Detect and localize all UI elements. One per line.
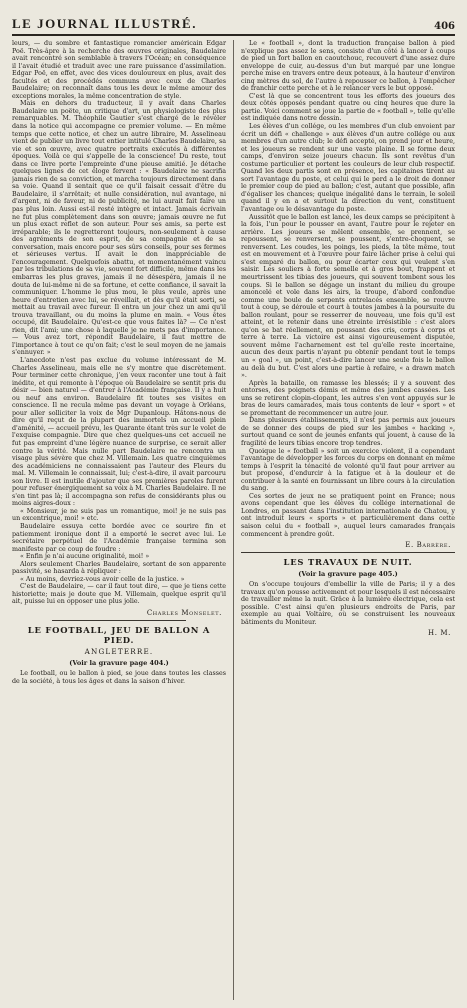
article-paragraph: « Au moins, devriez-vous avoir celle de la justice. » <box>20 575 185 583</box>
article-paragraph: L'anecdote n'est pas exclue du volume intéressant de M. Charles Asselineau, mais elle ne s'y montre que discrètement. Pour terminer cette chronique, j'en veux raconter une tout à fait inédite, et qui remonte à l'époque où Baudelaire se sentit pris du désir — bien naturel — d'entrer à l'Académie française. Il y a huit ou neuf ans environ. Baudelaire fit toutes ses visites en conscience. Il ne recula même pas devant un voyage à Orléans, pour aller solliciter la voix de Mgr Dupanloup. Hâtons-nous de dire qu'il reçut de la plupart des immortels un accueil plein d'aménité, — accueil prévu, les Quarante étant très sur le volet de l'exquise compagnie. Dire que chez quelques-uns cet accueil ne fut pas empreint d'une légère nuance de surprise, ce serait aller contre la vérité. Mais nulle part Baudelaire ne rencontra un visage plus sévère que chez M. Villemain. Les quatre cinquièmes des académiciens ne connaissaient pas l'auteur des Fleurs du mal. M. Villemain le connaissait, lui; c'est-à-dire, il avait parcouru son livre. Il est inutile d'ajouter que ses premières paroles furent pour refuser énergiquement sa voix à M. Charles Baudelaire. Il ne s'en tint pas là; il accompagna son refus de considérants plus ou moins aigres-doux : <box>12 356 226 508</box>
masthead <box>12 6 455 36</box>
article-columns <box>12 40 455 1000</box>
article-paragraph: Le football, ou le ballon à pied, se joue dans toutes les classes de la société, à tous les âges et dans la saison d'hiver. <box>12 670 226 685</box>
author-signature: H. M. <box>428 629 451 638</box>
journal-title: LE JOURNAL ILLUSTRÉ. <box>12 16 197 31</box>
article-paragraph: Les élèves d'un collége, ou les membres d'un club envoient par écrit un défi « challenge » aux élèves d'un autre collége ou aux membres d'un autre club; le défi accepté, on prend jour et heure, et les joueurs se rendent sur une vaste plaine. Il se forme deux camps, d'environ seize joueurs chacun. Ils sont revêtus d'un costume particulier et portent les couleurs de leur club respectif. Quand les deux partis sont en présence, les capitaines tirent au sort l'avantage du poste, et celui qui le perd a le droit de donner le premier coup de pied au ballon; c'est, autant que possible, afin d'égaliser les chances; quelque inégalité dans le terrain, le soleil quand il y en a et surtout la direction du vent, constituent l'avantage ou le désavantage du poste. <box>241 123 455 214</box>
article-paragraph: Quoique le « football » soit un exercice violent, il a cependant l'avantage de développer les forces du corps en donnant en même temps à l'esprit la ténacité de volonté qu'il faut pour arriver au but proposé, d'endurcir à la fatigue et à la douleur et de contribuer à la santé en fournissant un libre cours à la circulation du sang. <box>241 447 455 493</box>
article-paragraph: Aussitôt que le ballon est lancé, les deux camps se précipitent à la fois, l'un pour le pousser en avant, l'autre pour le rejeter en arrière. Les joueurs se mêlent ensemble, se prennent, se repoussent, se renversent, se poussent, s'entre-choquent, se renversent. Les coudes, les poings, les pieds, la tête même, tout est en mouvement et à l'œuvre pour faire lâcher prise à celui qui s'est emparé du ballon, ou pour écarter ceux qui veulent s'en saisir. Les souliers à forte semelle et à gros bout, frappent et meurtrissent les tibias des joueurs, qui souvent tombent sous les coups. Si le ballon se dégage un instant du milieu du groupe amoncelé et vole dans les airs, la troupe, d'abord confondue comme une boule de serpents entrelacés ensemble, se rouvre tout à coup, se déroule et court à toutes jambes à la poursuite du ballon roulant, pour se resserrer de nouveau, une fois qu'il est atteint, et le retenir dans une étreinte irrésistible : c'est alors qu'on se bat réellement, en poussant des cris, corps à corps et terre à terre. La victoire est ainsi vigoureusement disputée, souvent même l'acharnement est tel qu'elle reste incertaine, aucun des deux partis n'ayant pu obtenir pendant tout le temps un « goal », un point, c'est-à-dire lancer une seule fois le ballon au delà du but. C'est alors une partie à refaire, « a drawn match ». <box>241 213 455 380</box>
left-column <box>12 40 234 1000</box>
section-subtitle: ANGLETERRE. <box>84 647 154 657</box>
article-paragraph: Après la bataille, on ramasse les blessés; il y a souvent des entorses, des poignets démis et même des jambes cassées. Les uns se retirent clopin-clopant, les autres s'en vont appuyés sur le bras de leurs camarades, mais tous contents de leur « sport » et se promettant de recommencer un autre jour. <box>241 379 455 417</box>
engraving-reference: (Voir la gravure page 404.) <box>69 659 169 668</box>
article-paragraph: Alors seulement Charles Baudelaire, sortant de son apparente passivité, se hasarda à répliquer : <box>12 560 226 576</box>
article-paragraph: On s'occupe toujours d'embellir la ville de Paris; il y a des travaux qu'on pousse activement et pour lesquels il est nécessaire de travailler même la nuit. Grâce à la lumière électrique, cela est possible. C'est ainsi qu'en plusieurs endroits de Paris, par exemple au quai Voltaire, où se construisent les nouveaux bâtiments du Moniteur. <box>241 581 455 626</box>
article-paragraph: Le « football », dont la traduction française ballon à pied n'explique pas assez le sens, consiste d'un côté à lancer à coups de pied un fort ballon en caoutchouc, recouvert d'une assez dure enveloppe de cuir, au-dessus d'un but marqué par une longue perche mise en travers entre deux poteaux, à la hauteur d'environ cinq mètres du sol, de l'autre à repousser ce ballon, à l'empêcher de franchir cette perche et à le relancer vers le but opposé. <box>241 40 455 93</box>
article-paragraph: Ces sortes de jeux ne se pratiquent point en France; nous avons cependant que les élèves du collége international de Londres, en passant dans l'institution internationale de Chatou, y ont introduit leurs « sports » et particulièrement dans cette saison celui du « football », auquel leurs camarades français commencent à prendre goût. <box>241 492 455 538</box>
article-paragraph: leurs, — du sombre et fantastique romancier américain Edgar Poë. Très-âpre à la recherche des œuvres originales, Baudelaire avait rencontré son semblable à travers l'Océan; en conséquence il l'avait étudié et traduit avec une rare puissance d'assimilation. Edgar Poë, en effet, avec des vices douloureux en plus, avait des facultés et des procédés communs avec ceux de Charles Baudelaire; on reconnaît dans tous les deux le même amour des exceptions morales, la même concentration de style. <box>12 40 226 100</box>
article-paragraph: Dans plusieurs établissements, il n'est pas permis aux joueurs de se donner des coups de pied sur les jambes « hacking », surtout quand ce sont de jeunes enfants qui jouent, à cause de la fragilité de leurs tibias encore trop tendres. <box>241 417 455 447</box>
engraving-reference: (Voir la gravure page 405.) <box>298 570 398 579</box>
section-title: LE FOOTBALL, JEU DE BALLON A PIED. <box>27 625 211 646</box>
article-paragraph: Baudelaire essuya cette bordée avec ce sourire fin et patiemment ironique dont il a emporté le secret avec lui. Le secrétaire perpétuel de l'Académie française termina son manifeste par ce coup de foudre : <box>12 523 226 553</box>
page-number: 406 <box>434 21 455 32</box>
article-paragraph: « Enfin je n'ai aucune originalité, moi! » <box>20 553 150 561</box>
article-paragraph: Mais en dehors du traducteur, il y avait dans Charles Baudelaire un poëte, un critique d'art, un physiologiste des plus remarquables. M. Théophile Gautier s'est chargé de le révéler dans la notice qui accompagne ce premier volume. — En même temps que cette notice, et chez un autre libraire, M. Asselineau vient de publier un livre tout entier intitulé Charles Baudelaire, sa vie et son œuvre, avec quatre portraits exécutés à différentes époques. Voilà ce qui s'appelle de la conscience! Du reste, tout dans ce livre porte l'empreinte d'une pieuse amitié. Je détache quelques lignes de cet éloge fervent : « Baudelaire ne sacrifia jamais rien de sa conviction, et marcha toujours directement dans sa voie. Quand il sentait que ce qu'il faisait cessait d'être du Baudelaire, il s'arrêtait; et nulle considération, nul avantage, ni d'argent, ni de faveur, ni de publicité, ne lui aurait fait faire un pas plus loin. Aussi est-il resté intègre et intact. Jamais écrivain ne fut plus complètement dans son œuvre; jamais œuvre ne fut un plus exact reflet de son auteur. Pour ses amis, sa perte est irréparable; ils le regretteront toujours, non-seulement à cause des agréments de son esprit, de sa compagnie et de sa conversation, mais encore pour ses sûrs conseils, pour ses fermes et sérieuses vertus. Il avait le don inappréciable de l'encouragement. Quelquefois abattu, et momentanément vaincu par les tribulations de sa vie, souvent fort difficile, même dans les embarras les plus graves, jamais il ne désespéra, jamais il ne douta de lui-même ni de sa fortune, et cette confiance, il savait la communiquer. L'homme le plus mou, le plus veule, après une heure d'entretien avec lui, se réveillait, et dès qu'il était sorti, se mettait au travail avec fureur. Il entra un jour chez un ami qu'il trouva travaillant, ou du moins la plume en main. « Vous êtes occupé, dit Baudelaire. Qu'est-ce que vous faites là? — Ce n'est rien, dit l'ami; une chose à laquelle je ne mets pas d'importance. — Vous avez tort, répondit Baudelaire, il faut mettre de l'importance à tout ce qu'on fait; c'est le seul moyen de ne jamais s'ennuyer. » <box>12 100 226 357</box>
section-title: LES TRAVAUX DE NUIT. <box>283 557 413 568</box>
article-paragraph: C'est là que se concentrent tous les efforts des joueurs des deux côtés opposés pendant quatre ou cinq heures que dure la partie. Voici comment se joue la partie de « football », telle qu'elle est indiquée dans notre dessin. <box>241 92 455 123</box>
section-divider <box>241 552 455 553</box>
author-signature: E. Barrère. <box>405 541 451 550</box>
article-paragraph: C'est de Baudelaire, — car il faut tout dire, — que je tiens cette historiette; mais je doute que M. Villemain, quelque esprit qu'il ait, puisse lui en opposer une plus jolie. <box>12 583 226 606</box>
section-divider <box>52 620 186 621</box>
author-signature: Charles Monselet. <box>146 609 222 618</box>
right-column <box>234 40 455 1000</box>
article-paragraph: « Monsieur, je ne suis pas un romantique, moi! je ne suis pas un excentrique, moi! » etc. <box>12 507 226 523</box>
